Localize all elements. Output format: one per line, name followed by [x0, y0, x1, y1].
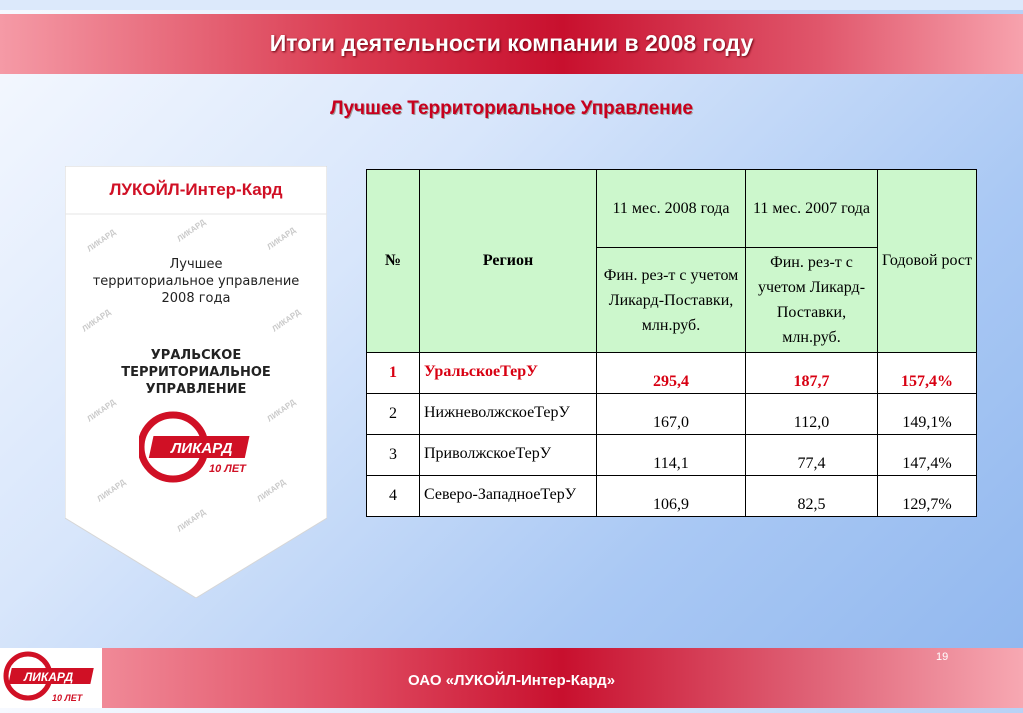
watermark-text: ЛИКАРД [255, 477, 288, 504]
footer-logo [0, 648, 102, 708]
cell-num: 3 [367, 435, 420, 476]
award-line: 2008 года [161, 291, 231, 306]
cell-region: ПриволжскоеТерУ [420, 435, 597, 476]
table-row [367, 353, 977, 394]
cell-region: Северо-ЗападноеТерУ [420, 476, 597, 517]
watermark-text: ЛИКАРД [80, 307, 113, 334]
cell-value-2008: 167,0 [597, 394, 746, 435]
title-bar [0, 14, 1023, 74]
footer-bar [0, 648, 1023, 708]
logo-text: ЛИКАРД [171, 440, 233, 457]
col-header-period-2007: 11 мес. 2007 года [746, 170, 878, 248]
cell-num: 4 [367, 476, 420, 517]
logo-subtext: 10 ЛЕТ [52, 693, 83, 703]
cell-num: 2 [367, 394, 420, 435]
likard-logo [139, 410, 259, 484]
watermark-text: ЛИКАРД [95, 477, 128, 504]
cell-num: 1 [367, 353, 420, 394]
watermark-text: ЛИКАРД [175, 217, 208, 244]
pennant-award-text [65, 256, 327, 307]
col-header-num: № [367, 170, 420, 353]
cell-value-2007: 82,5 [746, 476, 878, 517]
award-pennant [65, 166, 327, 598]
cell-region: НижневолжскоеТерУ [420, 394, 597, 435]
logo-text: ЛИКАРД [24, 670, 74, 684]
award-line: Лучшее [169, 257, 223, 272]
watermark-text: ЛИКАРД [270, 307, 303, 334]
col-header-period-2008: 11 мес. 2008 года [597, 170, 746, 248]
watermark-text: ЛИКАРД [85, 227, 118, 254]
cell-region: УральскоеТерУ [420, 353, 597, 394]
cell-growth: 129,7% [878, 476, 977, 517]
footer-company: ОАО «ЛУКОЙЛ-Интер-Кард» [407, 672, 616, 689]
col-header-fin-2007: Фин. рез-т с учетом Ликард-Поставки, млн.руб. [746, 248, 878, 353]
region-line: ТЕРРИТОРИАЛЬНОЕ [121, 365, 271, 380]
col-header-region: Регион [420, 170, 597, 353]
slide-subtitle: Лучшее Территориальное Управление [330, 98, 693, 119]
region-line: УРАЛЬСКОЕ [150, 348, 242, 363]
results-table [366, 169, 977, 517]
region-line: УПРАВЛЕНИЕ [145, 382, 247, 397]
cell-value-2007: 187,7 [746, 353, 878, 394]
cell-value-2007: 77,4 [746, 435, 878, 476]
watermark-text: ЛИКАРД [85, 397, 118, 424]
col-header-growth: Годовой рост [878, 170, 977, 353]
logo-subtext: 10 ЛЕТ [209, 463, 246, 475]
cell-value-2008: 106,9 [597, 476, 746, 517]
col-header-fin-2008: Фин. рез-т с учетом Ликард-Поставки, млн.руб. [597, 248, 746, 353]
watermark-text: ЛИКАРД [265, 225, 298, 252]
table-row [367, 435, 977, 476]
table-row [367, 476, 977, 517]
watermark-text: ЛИКАРД [265, 397, 298, 424]
cell-growth: 149,1% [878, 394, 977, 435]
award-line: территориальное управление [92, 274, 300, 289]
cell-value-2008: 114,1 [597, 435, 746, 476]
cell-growth: 147,4% [878, 435, 977, 476]
watermark-text: ЛИКАРД [175, 507, 208, 534]
table-row [367, 394, 977, 435]
pennant-brand: ЛУКОЙЛ-Интер-Кард [109, 180, 283, 199]
pennant-region-text [65, 347, 327, 398]
page-number: 19 [936, 651, 949, 663]
cell-value-2007: 112,0 [746, 394, 878, 435]
cell-value-2008: 295,4 [597, 353, 746, 394]
likard-logo-small [0, 648, 102, 708]
slide-title: Итоги деятельности компании в 2008 году [269, 30, 754, 56]
top-stripe [0, 0, 1023, 10]
cell-growth: 157,4% [878, 353, 977, 394]
